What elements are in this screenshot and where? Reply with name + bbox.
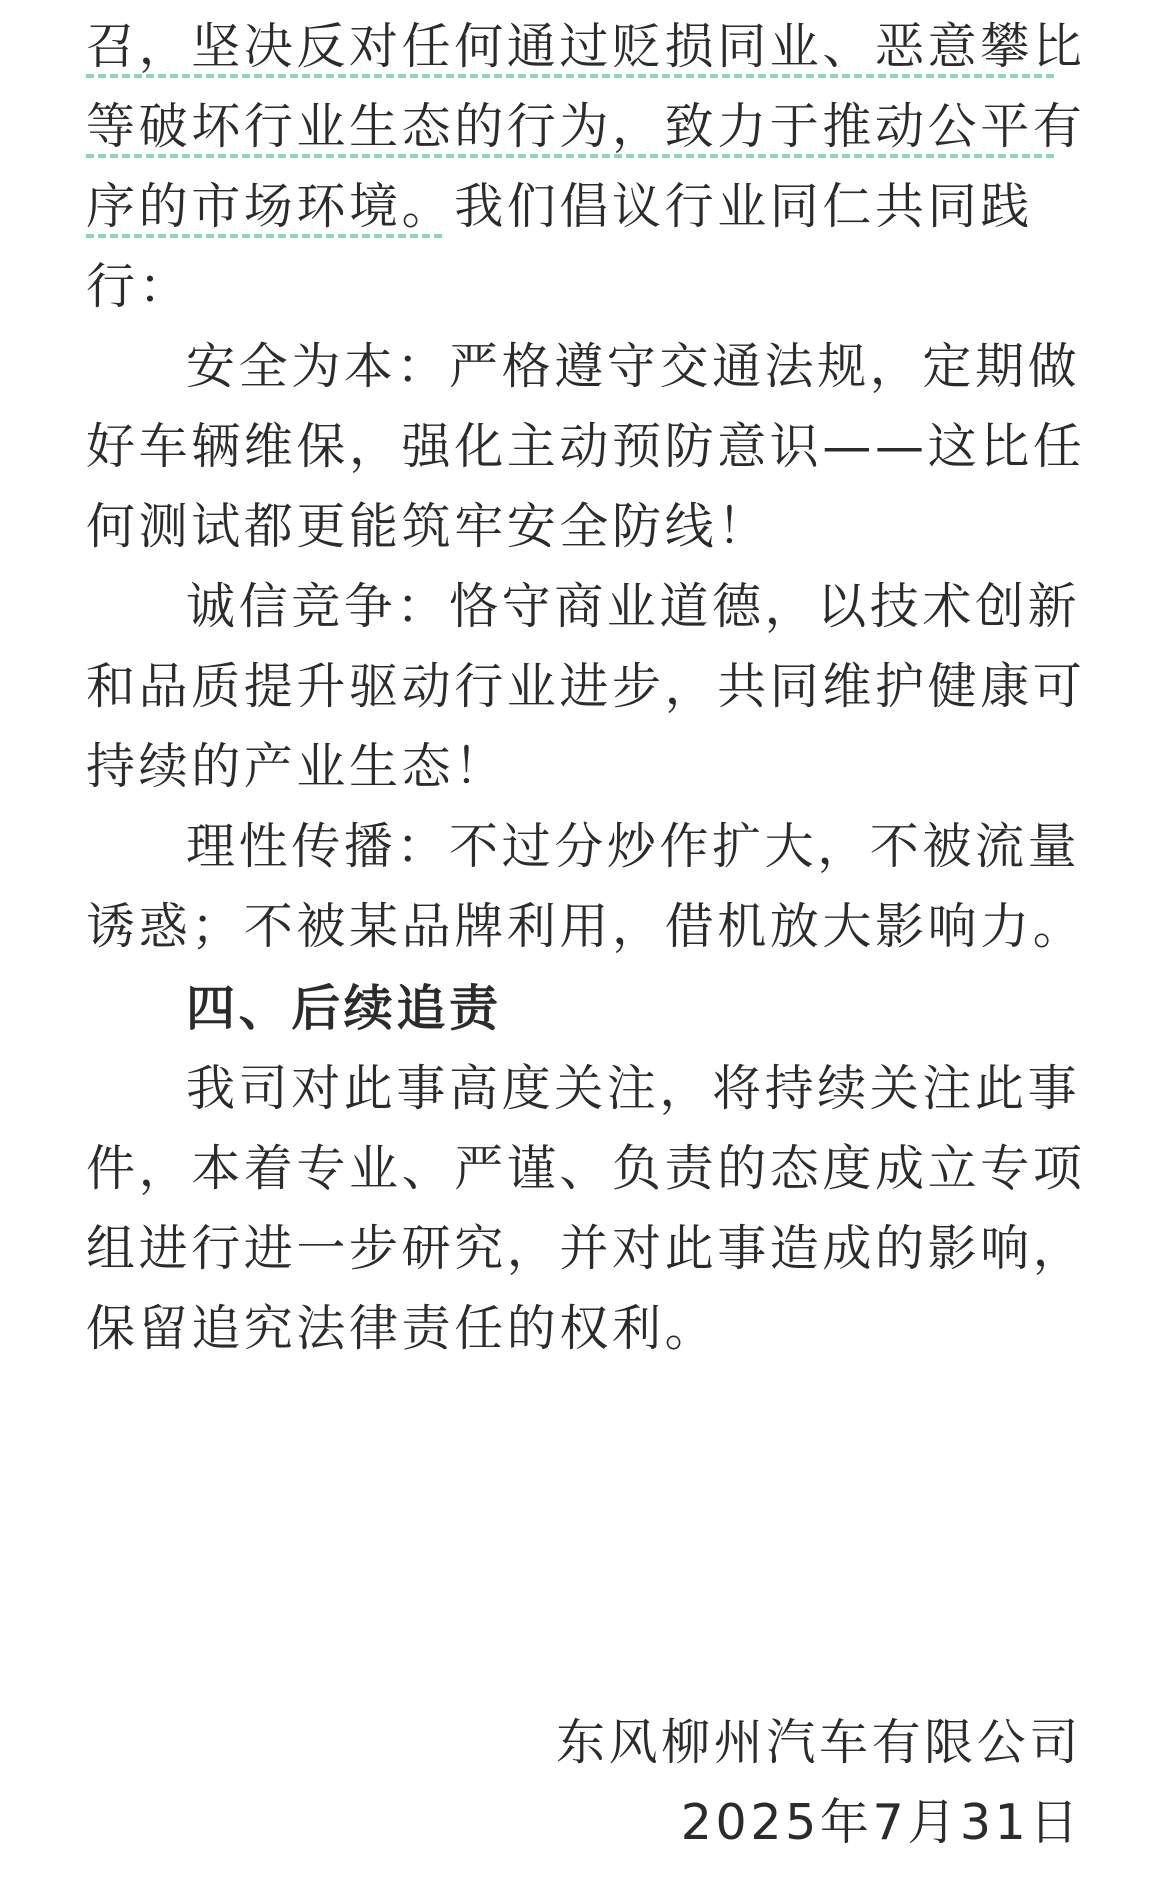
paragraph-line: 组进行进一步研究，并对此事造成的影响， bbox=[86, 1220, 1086, 1277]
paragraph-line: 行： bbox=[86, 258, 192, 315]
paragraph-line: 件，本着专业、严谨、负责的态度成立专项 bbox=[86, 1140, 1086, 1197]
paragraph-line: 保留追究法律责任的权利。 bbox=[86, 1300, 718, 1357]
paragraph-line: 持续的产业生态！ bbox=[86, 738, 507, 795]
paragraph-line: 召，坚决反对任何通过贬损同业、恶意攀比 bbox=[86, 18, 1086, 75]
paragraph-line: 序的市场环境。我们倡议行业同仁共同践 bbox=[86, 178, 1033, 235]
link-underline bbox=[86, 74, 1054, 78]
paragraph-line: 何测试都更能筑牢安全防线！ bbox=[86, 498, 770, 555]
signature-company: 东风柳州汽车有限公司 bbox=[555, 1714, 1082, 1771]
paragraph-line: 好车辆维保，强化主动预防意识——这比任 bbox=[86, 418, 1086, 475]
paragraph-line: 诚信竞争：恪守商业道德，以技术创新 bbox=[186, 578, 1081, 635]
paragraph-line: 等破坏行业生态的行为，致力于推动公平有 bbox=[86, 98, 1086, 155]
section-heading: 四、后续追责 bbox=[186, 980, 502, 1037]
signature-date: 2025年7月31日 bbox=[680, 1794, 1082, 1851]
paragraph-line: 理性传播：不过分炒作扩大，不被流量 bbox=[186, 818, 1081, 875]
paragraph-line: 我司对此事高度关注，将持续关注此事 bbox=[186, 1060, 1081, 1117]
link-underline bbox=[86, 154, 1054, 158]
link-underline bbox=[86, 234, 442, 238]
paragraph-line: 安全为本：严格遵守交通法规，定期做 bbox=[186, 338, 1081, 395]
paragraph-line: 诱惑；不被某品牌利用，借机放大影响力。 bbox=[86, 898, 1086, 955]
paragraph-line: 和品质提升驱动行业进步，共同维护健康可 bbox=[86, 658, 1086, 715]
